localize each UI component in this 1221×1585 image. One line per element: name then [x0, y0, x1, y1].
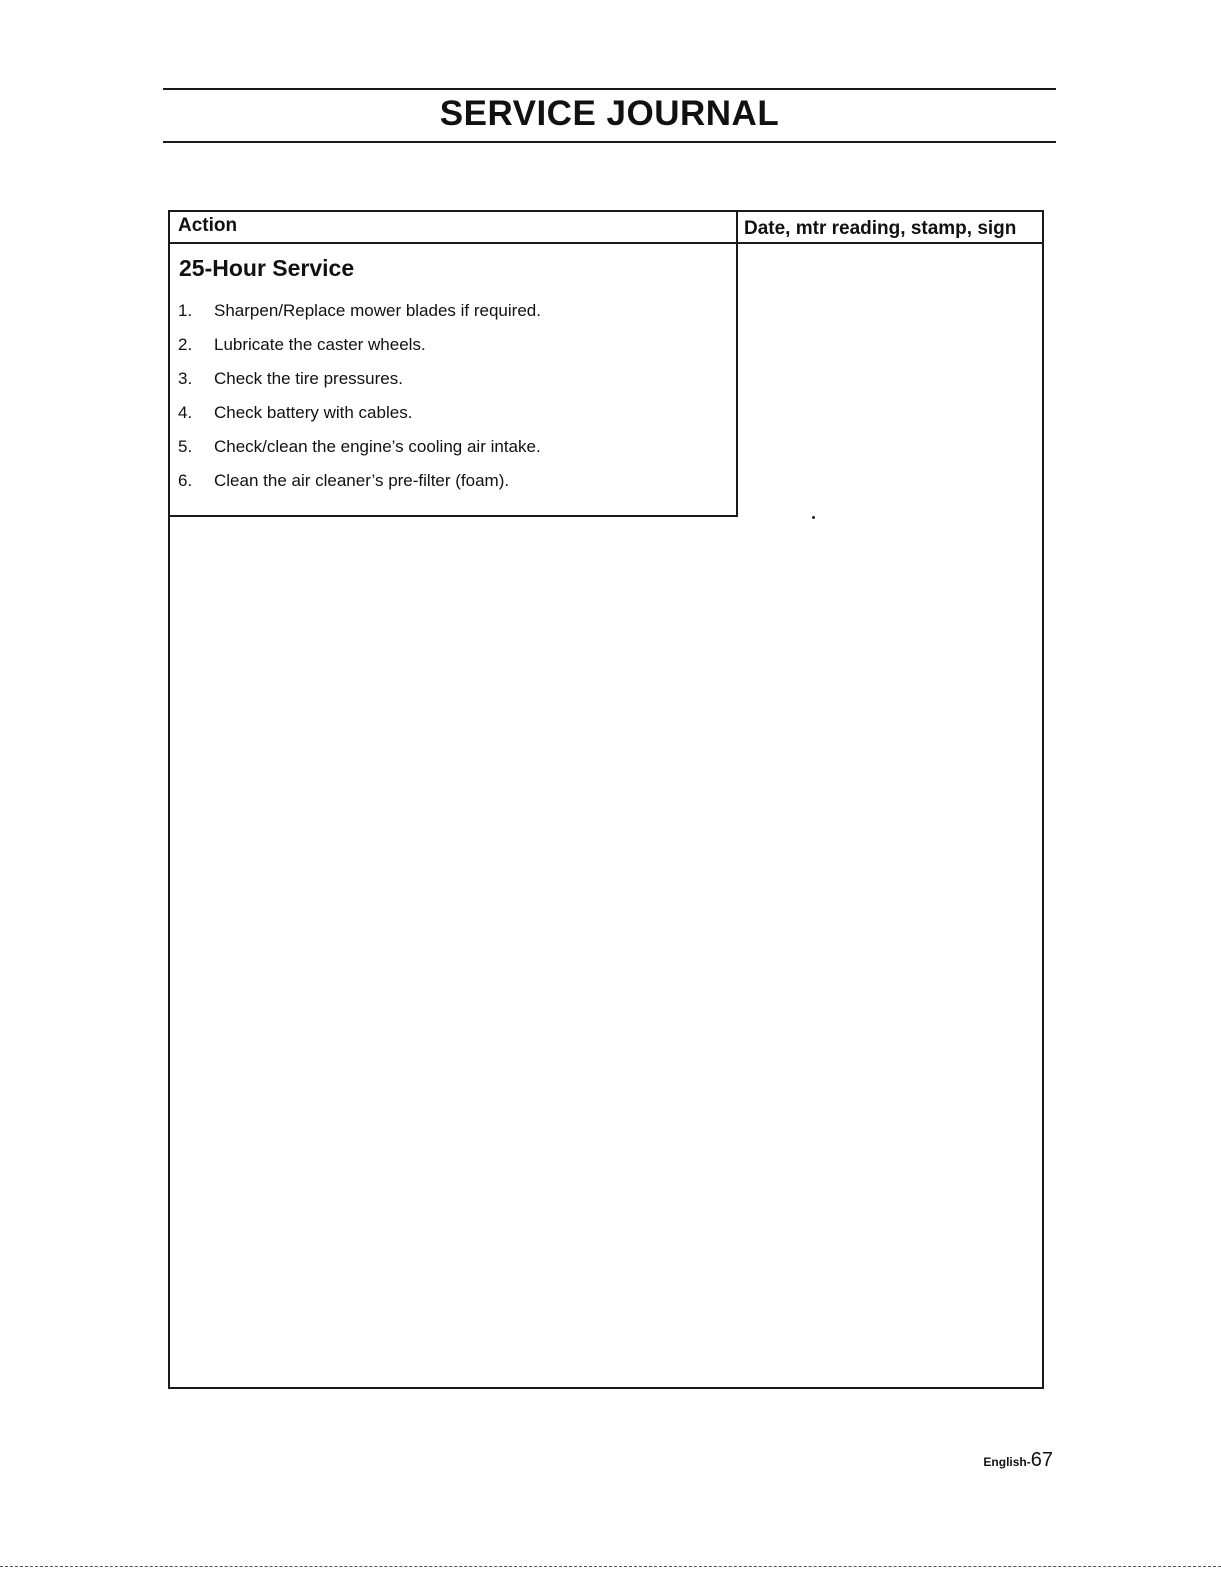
scan-edge-line	[0, 1566, 1221, 1567]
table-header-divider	[168, 242, 1044, 244]
task-text: Clean the air cleaner’s pre-filter (foam).	[214, 471, 510, 490]
title-rule-top	[163, 88, 1056, 90]
task-text: Check the tire pressures.	[214, 369, 403, 388]
task-item	[178, 396, 541, 430]
section-title: 25-Hour Service	[179, 255, 355, 281]
task-item	[178, 464, 541, 498]
page-footer	[983, 1446, 1053, 1476]
footer-language: English-	[983, 1455, 1031, 1469]
task-text: Sharpen/Replace mower blades if required.	[214, 301, 541, 320]
task-item	[178, 294, 541, 328]
task-text: Check battery with cables.	[214, 403, 413, 422]
page-title: SERVICE JOURNAL	[439, 94, 780, 133]
task-number: 2.	[178, 335, 193, 354]
task-number: 4.	[178, 403, 193, 422]
task-number: 6.	[178, 471, 193, 490]
action-column-header: Action	[178, 215, 238, 236]
task-number: 1.	[178, 301, 193, 320]
task-number: 3.	[178, 369, 193, 388]
footer-page-number: 67	[1030, 1449, 1053, 1471]
task-item	[178, 328, 541, 362]
task-item	[178, 362, 541, 396]
record-column-header: Date, mtr reading, stamp, sign	[744, 218, 1017, 239]
task-text: Lubricate the caster wheels.	[214, 335, 426, 354]
task-number: 5.	[178, 437, 193, 456]
task-text: Check/clean the engine’s cooling air intake.	[214, 437, 541, 456]
task-item	[178, 430, 541, 464]
task-list	[178, 294, 541, 498]
scan-speck	[812, 516, 815, 519]
title-rule-bottom	[163, 141, 1056, 143]
